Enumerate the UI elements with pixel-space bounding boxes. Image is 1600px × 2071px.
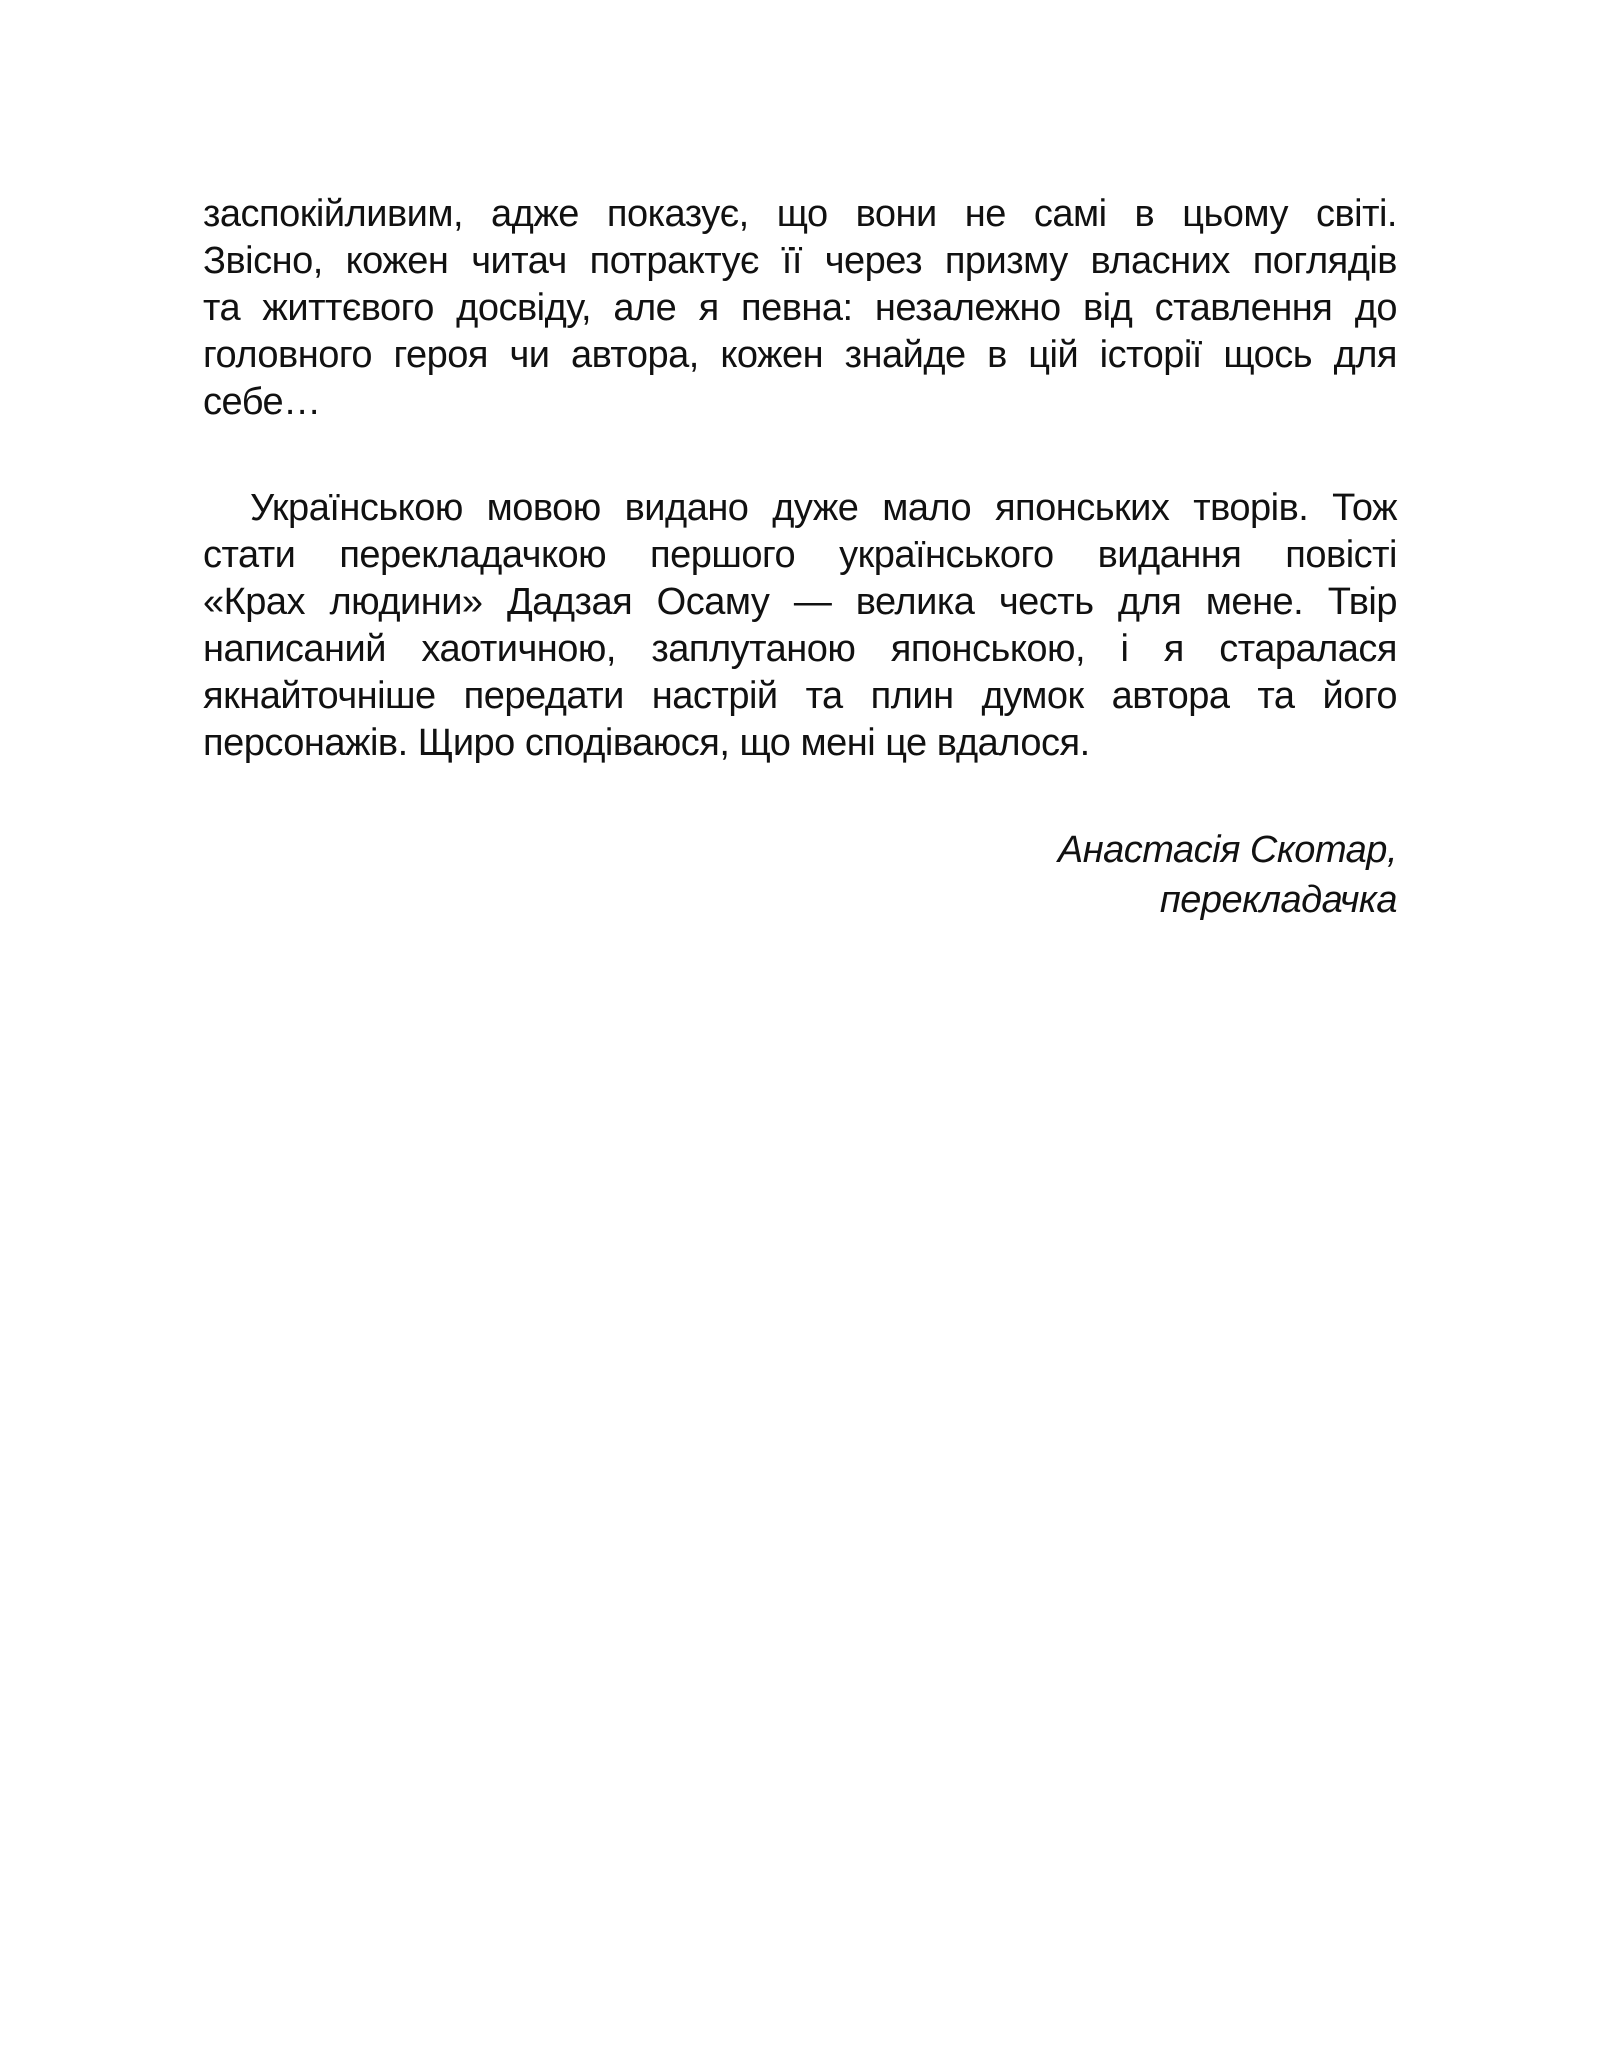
text-line: головного героя чи автора, кожен знайде в цій історії щось для <box>203 334 1397 376</box>
paragraph <box>203 191 1397 426</box>
translator-signature <box>203 825 1397 925</box>
signature-role: перекладачка <box>1159 879 1397 921</box>
text-line: якнайточніше передати настрій та плин думок автора та його <box>203 675 1397 717</box>
text-line: та життєвого досвіду, але я певна: незалежно від ставлення до <box>203 287 1397 329</box>
text-line: себе… <box>203 381 321 423</box>
text-line: заспокійливим, адже показує, що вони не самі в цьому світі. <box>203 193 1397 235</box>
paragraph <box>203 485 1397 767</box>
text-line: написаний хаотичною, заплутаною японською, і я старалася <box>203 628 1397 670</box>
text-line: Звісно, кожен читач потрактує її через призму власних поглядів <box>203 240 1397 282</box>
text-block <box>203 0 1397 925</box>
text-line: «Крах людини» Дадзая Осаму — велика честь для мене. Твір <box>203 581 1397 623</box>
text-line: стати перекладачкою першого українського видання повісті <box>203 534 1397 576</box>
body-paragraphs <box>203 191 1397 767</box>
text-line: персонажів. Щиро сподіваюся, що мені це вдалося. <box>203 722 1090 764</box>
signature-name: Анастасія Скотар, <box>1057 829 1397 871</box>
text-line: Українською мовою видано дуже мало японських творів. Тож <box>250 487 1397 529</box>
